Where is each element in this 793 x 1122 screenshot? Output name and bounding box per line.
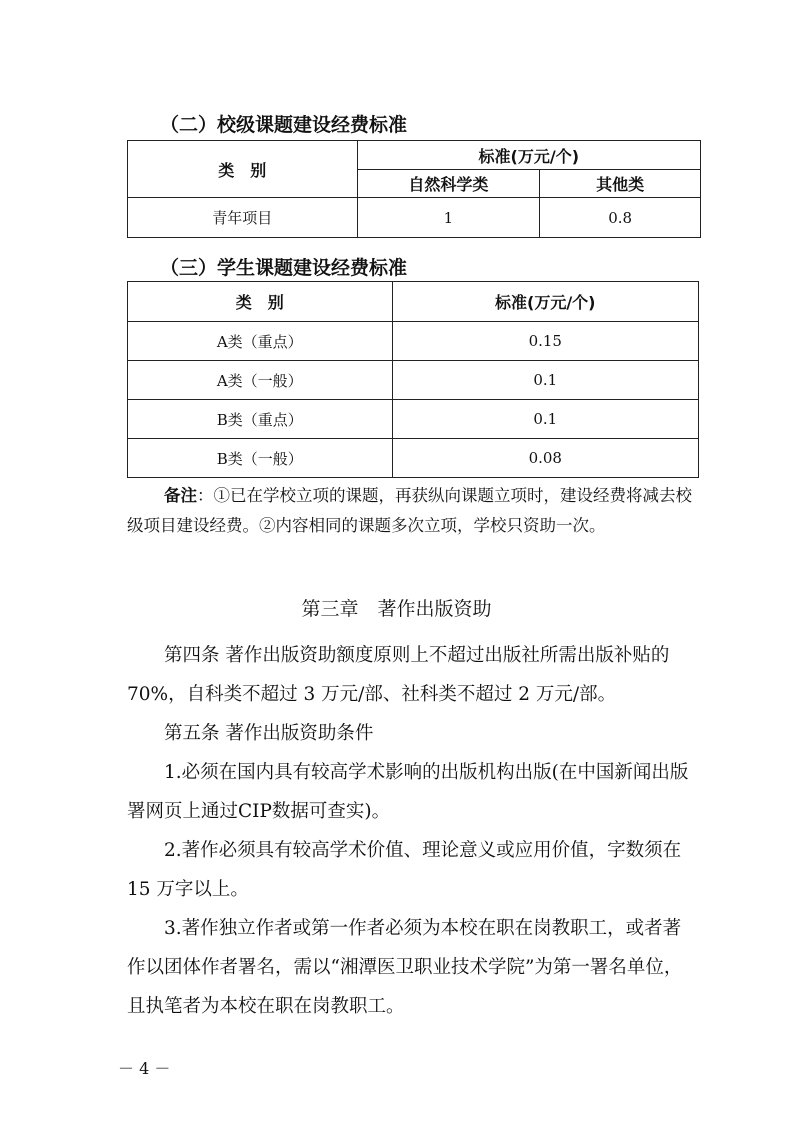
table-row <box>128 322 699 361</box>
school-project-funding-table <box>127 140 701 238</box>
science-subheader: 自然科学类 <box>357 170 540 198</box>
row-other-value: 0.8 <box>540 198 701 238</box>
row-name: A类（重点） <box>128 322 393 361</box>
article-4-paragraph: 第四条 著作出版资助额度原则上不超过出版社所需出版补贴的 70%，自科类不超过 3 万元/部、社科类不超过 2 万元/部。 <box>127 645 670 705</box>
section2-heading: （二）校级课题建设经费标准 <box>160 114 408 136</box>
row-value: 0.15 <box>392 322 698 361</box>
table-row <box>128 361 699 400</box>
other-subheader: 其他类 <box>540 170 701 198</box>
row-value: 0.08 <box>392 439 698 478</box>
notes <box>127 481 699 541</box>
page-number: － 4 － <box>118 1059 171 1078</box>
table-row <box>128 439 699 478</box>
row-name: B类（重点） <box>128 400 393 439</box>
standard-header: 标准(万元/个) <box>357 141 700 170</box>
row-value: 0.1 <box>392 361 698 400</box>
table-row <box>128 198 701 238</box>
table-row <box>128 400 699 439</box>
category-header: 类 别 <box>128 141 358 198</box>
notes-text: ：①已在学校立项的课题，再获纵向课题立项时，建设经费将减去校级项目建设经费。②内容相同的课题多次立项，学校只资助一次。 <box>127 486 692 535</box>
condition-2-paragraph: 2.著作必须具有较高学术价值、理论意义或应用价值，字数须在 15 万字以上。 <box>127 840 682 900</box>
standard-header: 标准(万元/个) <box>392 282 698 322</box>
section3-heading: （三）学生课题建设经费标准 <box>160 257 408 279</box>
row-name: A类（一般） <box>128 361 393 400</box>
category-header: 类 别 <box>128 282 393 322</box>
row-science-value: 1 <box>357 198 540 238</box>
row-name: B类（一般） <box>128 439 393 478</box>
condition-1-paragraph: 1.必须在国内具有较高学术影响的出版机构出版(在中国新闻出版署网页上通过CIP数据可查实)。 <box>127 762 689 822</box>
condition-3-paragraph: 3.著作独立作者或第一作者必须为本校在职在岗教职工，或者著作以团体作者署名，需以“湘潭医卫职业技术学院”为第一署名单位，且执笔者为本校在职在岗教职工。 <box>127 918 683 1017</box>
chapter-title: 第三章 著作出版资助 <box>301 598 492 620</box>
notes-label: 备注 <box>164 486 197 505</box>
article-5-heading: 第五条 著作出版资助条件 <box>164 723 374 744</box>
row-name: 青年项目 <box>128 198 358 238</box>
row-value: 0.1 <box>392 400 698 439</box>
student-project-funding-table <box>127 281 699 478</box>
